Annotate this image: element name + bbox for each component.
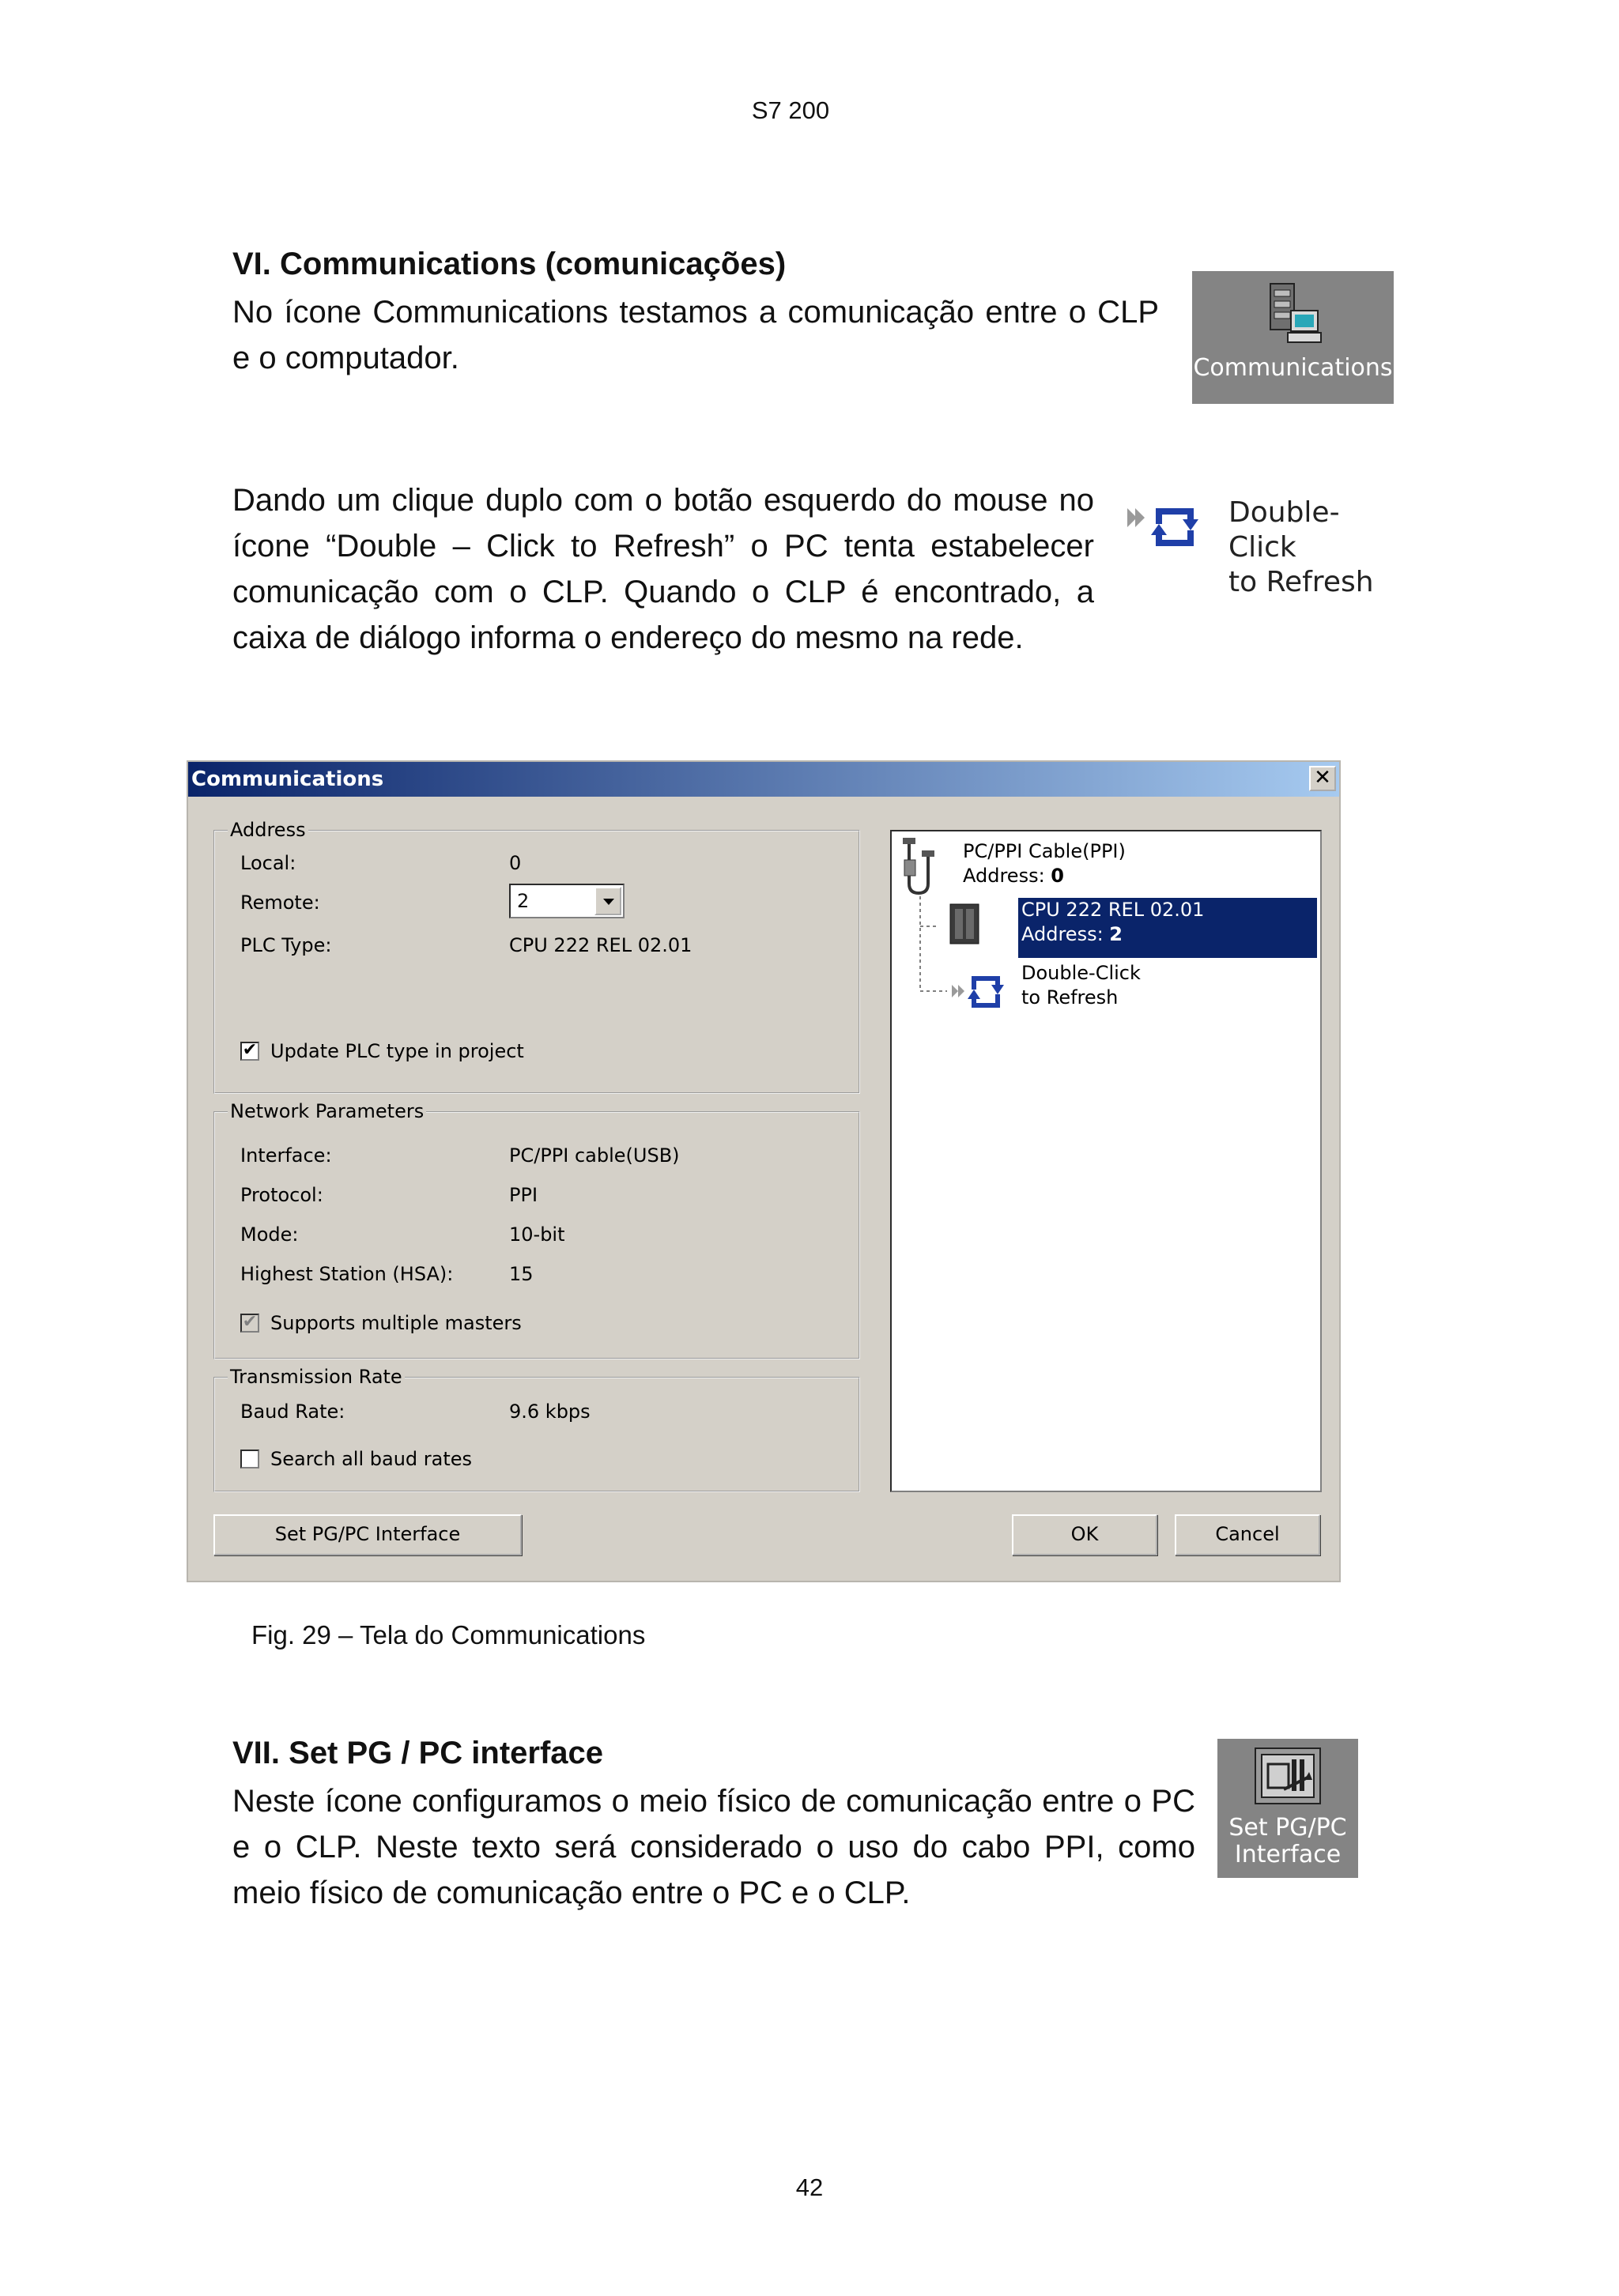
ok-button[interactable]: OK bbox=[1012, 1514, 1157, 1555]
refresh-icon-label-line1: Double-Click bbox=[1228, 496, 1340, 564]
local-label: Local: bbox=[240, 852, 296, 874]
transmission-group-title: Transmission Rate bbox=[228, 1366, 405, 1388]
remote-select-value: 2 bbox=[517, 890, 530, 912]
ppi-cable-icon bbox=[898, 836, 942, 899]
page-header: S7 200 bbox=[751, 96, 830, 124]
mode-value: 10-bit bbox=[509, 1223, 565, 1246]
network-group-title: Network Parameters bbox=[228, 1100, 426, 1122]
local-value: 0 bbox=[509, 852, 522, 874]
pgpc-interface-icon bbox=[1252, 1745, 1323, 1808]
set-pgpc-interface-icon-button[interactable] bbox=[1217, 1739, 1358, 1878]
remote-select[interactable] bbox=[509, 884, 625, 918]
set-pgpc-icon-label-line2: Interface bbox=[1234, 1841, 1342, 1868]
transmission-rate-group bbox=[213, 1366, 860, 1492]
hsa-value: 15 bbox=[509, 1263, 534, 1285]
mode-label: Mode: bbox=[240, 1223, 299, 1246]
communications-dialog bbox=[187, 760, 1341, 1582]
cpu-name: CPU 222 REL 02.01 bbox=[1021, 899, 1205, 921]
refresh-icon bbox=[1124, 499, 1211, 554]
cpu-icon bbox=[947, 903, 982, 947]
set-pgpc-icon-label-line1: Set PG/PC bbox=[1228, 1814, 1347, 1842]
multiple-masters-label: Supports multiple masters bbox=[270, 1312, 522, 1334]
dialog-title: Communications bbox=[191, 767, 384, 791]
tree-cpu-node-selected[interactable] bbox=[1018, 898, 1317, 958]
tree-cable-label[interactable] bbox=[963, 839, 1126, 888]
multiple-masters-checkbox: ✔ bbox=[240, 1314, 259, 1333]
close-button[interactable]: ✕ bbox=[1309, 766, 1336, 791]
tree-refresh-node[interactable] bbox=[1021, 961, 1141, 1010]
plc-type-value: CPU 222 REL 02.01 bbox=[509, 934, 693, 956]
cable-address-prefix: Address: bbox=[963, 865, 1051, 887]
paragraph-set-pgpc: Neste ícone configuramos o meio físico de comunicação entre o PC e o CLP. Neste texto será considerado o uso do cabo PPI, como meio físico de comunicação entre o PC e o CLP. bbox=[232, 1784, 1195, 1910]
baud-rate-value: 9.6 kbps bbox=[509, 1401, 591, 1423]
tree-refresh-line2: to Refresh bbox=[1021, 986, 1119, 1009]
paragraph-double-click: Dando um clique duplo com o botão esquerdo do mouse no ícone “Double – Click to Refresh” o PC tenta estabelecer comunicação com o CLP. Quando o CLP é encontrado, a caixa de diálogo informa o endereço do mesmo na rede. bbox=[232, 483, 1094, 655]
double-click-refresh-icon-button[interactable] bbox=[1124, 486, 1393, 598]
interface-value: PC/PPI cable(USB) bbox=[509, 1144, 680, 1167]
page-number: 42 bbox=[795, 2173, 824, 2201]
chevron-down-icon[interactable] bbox=[594, 887, 621, 915]
communications-icon-label: Communications bbox=[1193, 354, 1393, 382]
update-plc-type-checkbox[interactable]: ✔ bbox=[240, 1042, 259, 1061]
cpu-address: 2 bbox=[1109, 923, 1123, 945]
update-plc-type-label: Update PLC type in project bbox=[270, 1040, 524, 1062]
address-group bbox=[213, 819, 860, 1094]
plc-type-label: PLC Type: bbox=[240, 934, 332, 956]
cpu-address-prefix: Address: bbox=[1021, 923, 1110, 945]
refresh-small-icon bbox=[950, 969, 1017, 1013]
network-parameters-group bbox=[213, 1100, 860, 1359]
section-heading-communications: VI. Communications (comunicações) bbox=[232, 247, 787, 281]
remote-label: Remote: bbox=[240, 892, 320, 914]
dialog-titlebar bbox=[188, 762, 1339, 797]
cancel-button[interactable]: Cancel bbox=[1175, 1514, 1320, 1555]
paragraph-communications-intro: No ícone Communications testamos a comunicação entre o CLP e o computador. bbox=[232, 295, 1159, 375]
protocol-label: Protocol: bbox=[240, 1184, 323, 1206]
communications-icon-button[interactable] bbox=[1192, 271, 1394, 404]
hsa-label: Highest Station (HSA): bbox=[240, 1263, 454, 1285]
search-baud-rates-checkbox[interactable] bbox=[240, 1450, 259, 1468]
network-tree-view[interactable] bbox=[890, 830, 1322, 1492]
protocol-value: PPI bbox=[509, 1184, 538, 1206]
refresh-icon-label-line2: to Refresh bbox=[1228, 566, 1374, 598]
cable-name: PC/PPI Cable(PPI) bbox=[963, 840, 1126, 862]
tree-refresh-line1: Double-Click bbox=[1021, 962, 1141, 984]
set-pgpc-interface-button[interactable]: Set PG/PC Interface bbox=[213, 1514, 522, 1555]
cable-address: 0 bbox=[1051, 865, 1064, 887]
baud-rate-label: Baud Rate: bbox=[240, 1401, 345, 1423]
search-baud-rates-label: Search all baud rates bbox=[270, 1448, 473, 1470]
figure-caption: Fig. 29 – Tela do Communications bbox=[251, 1620, 646, 1649]
computer-plc-icon bbox=[1267, 281, 1323, 349]
section-heading-set-pgpc: VII. Set PG / PC interface bbox=[232, 1736, 604, 1770]
interface-label: Interface: bbox=[240, 1144, 332, 1167]
address-group-title: Address bbox=[228, 819, 308, 841]
